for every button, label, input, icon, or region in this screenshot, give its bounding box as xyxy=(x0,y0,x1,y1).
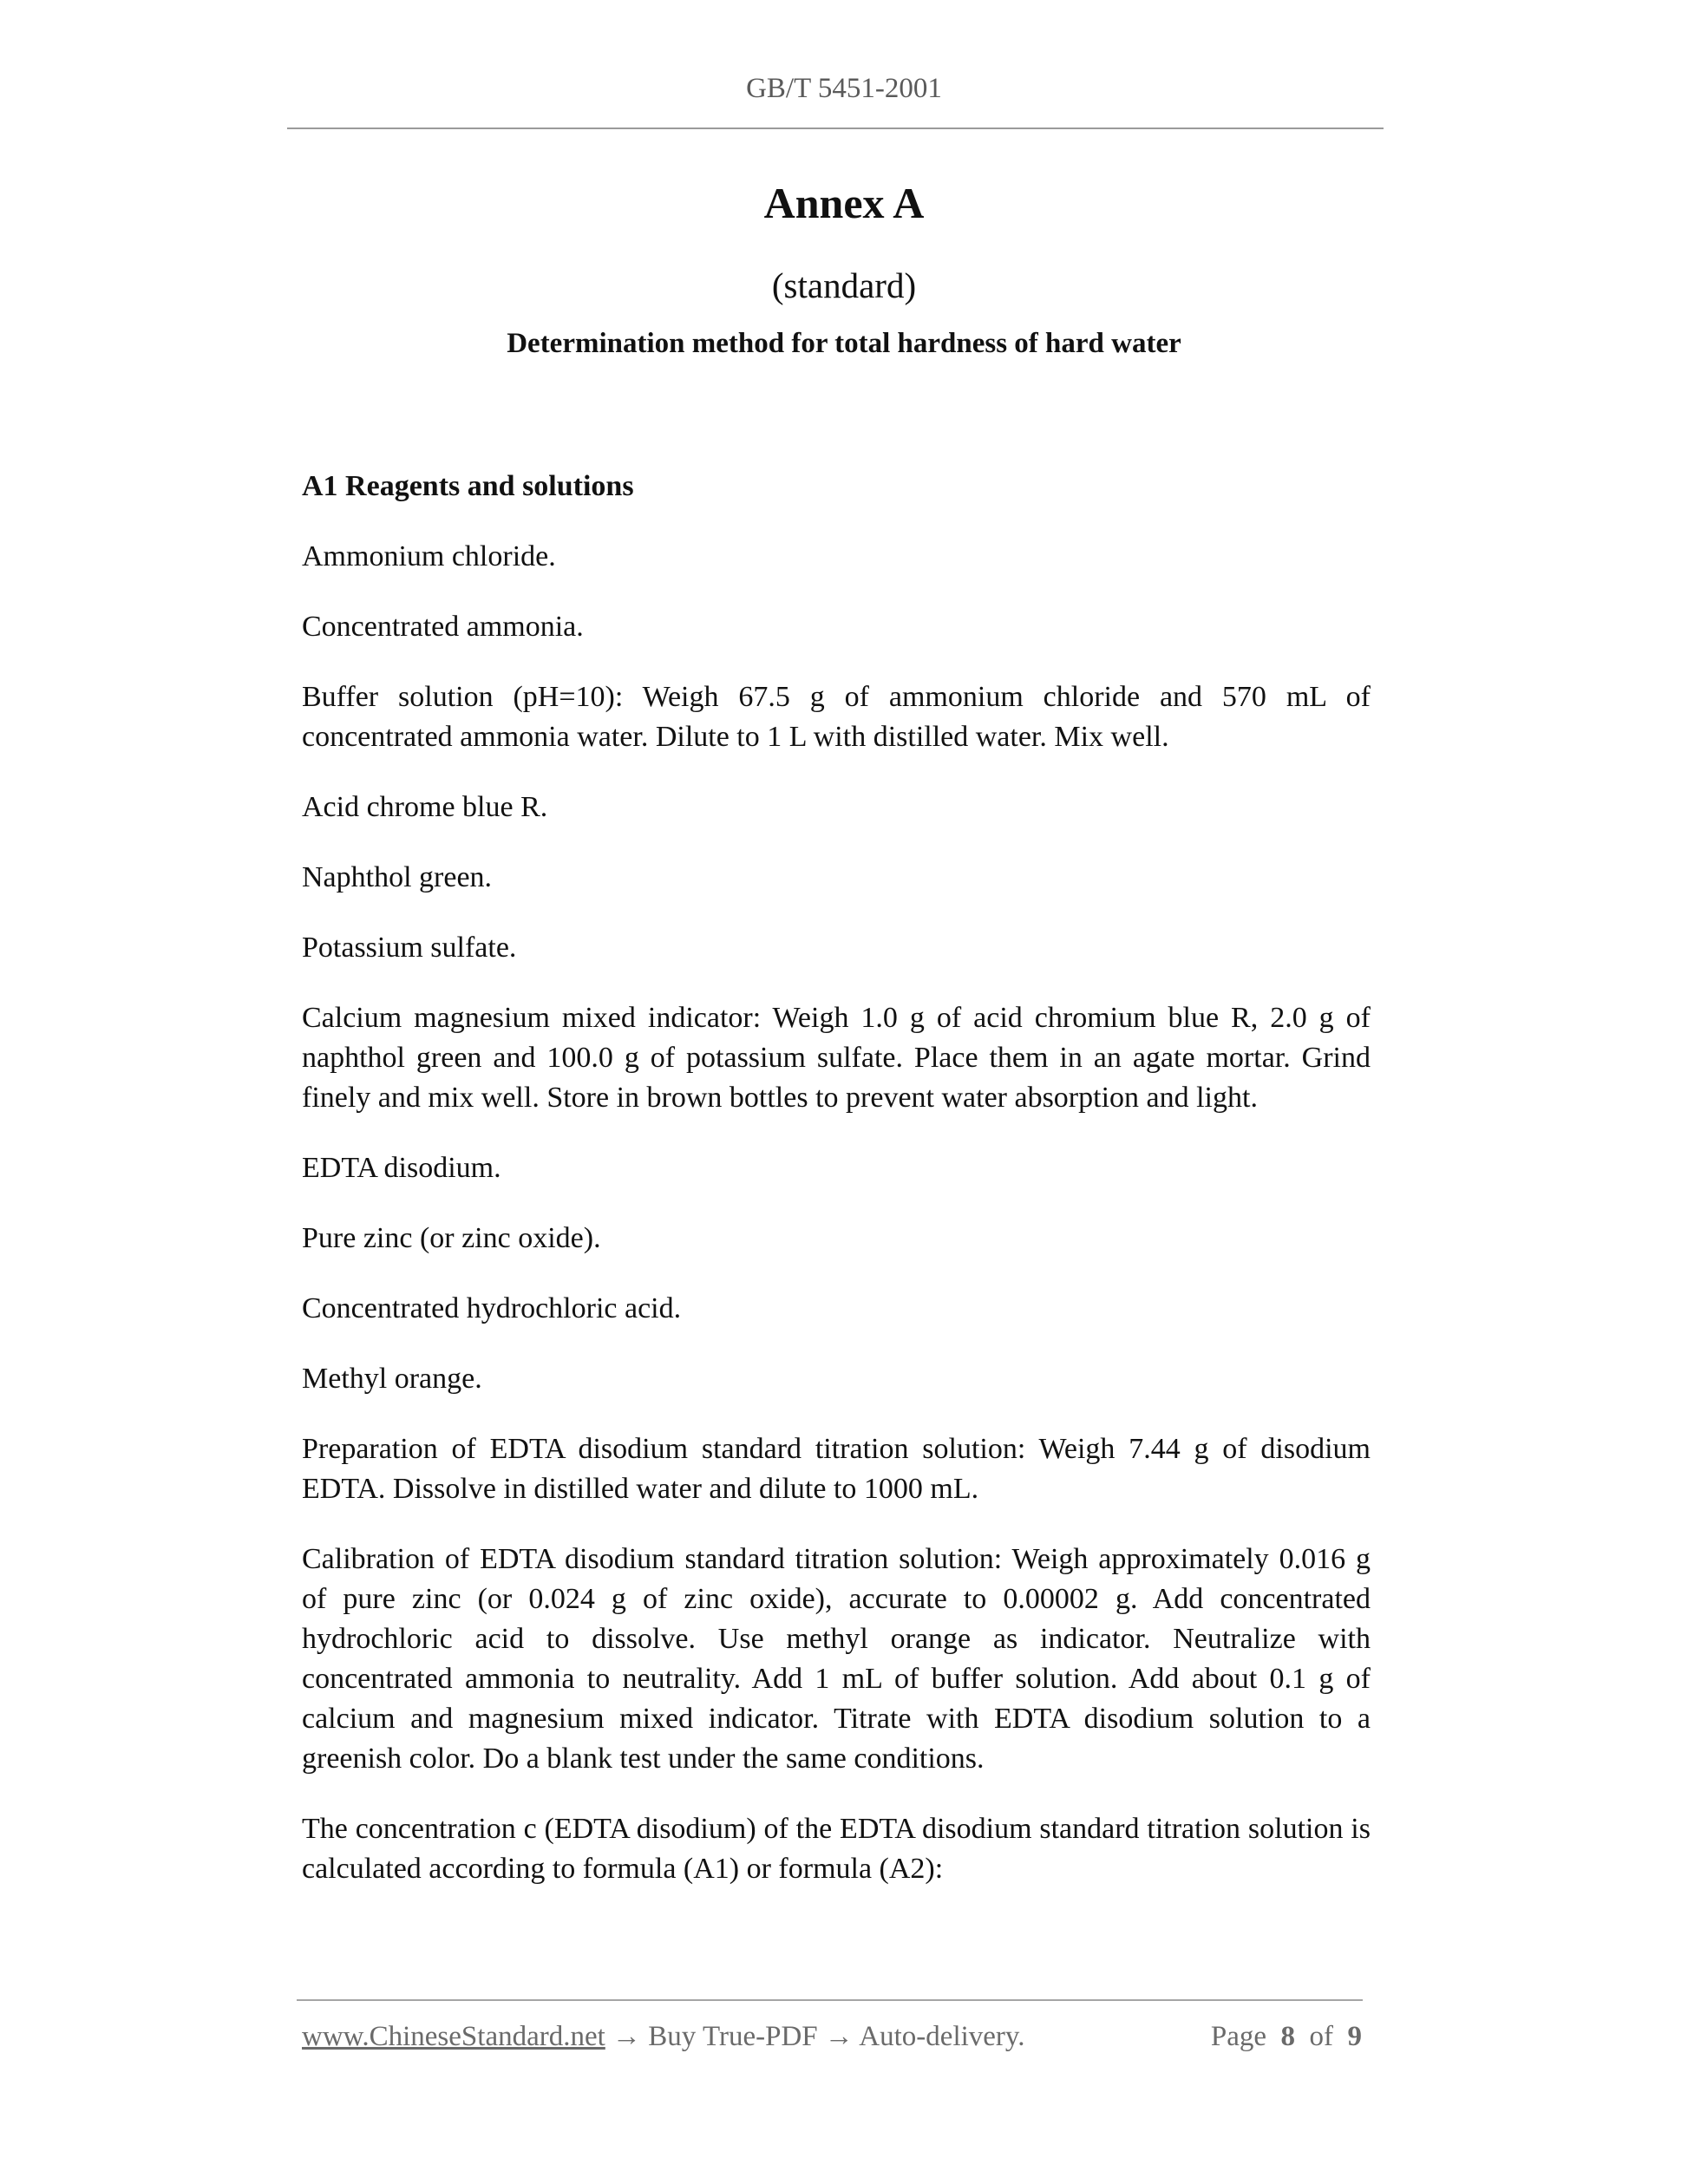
annex-title: Annex A xyxy=(763,179,925,227)
paragraph-mixed-indicator: Calcium magnesium mixed indicator: Weigh 1.0 g of acid chromium blue R, 2.0 g of naphthol green and 100.0 g of potassium sulfate. Place them in an agate mortar. Grind finely and mix well. Store in brown bottles to prevent water absorption and light. xyxy=(302,1002,1371,1114)
page-label: Page xyxy=(1210,2021,1266,2052)
total-pages-number: 9 xyxy=(1347,2021,1362,2052)
paragraph-potassium-sulfate: Potassium sulfate. xyxy=(302,932,517,964)
standard-code-header: GB/T 5451-2001 xyxy=(746,73,942,104)
paragraph-hydrochloric-acid: Concentrated hydrochloric acid. xyxy=(302,1292,682,1324)
paragraph-methyl-orange: Methyl orange. xyxy=(302,1363,482,1395)
paragraph-acid-chrome-blue: Acid chrome blue R. xyxy=(302,791,548,823)
page-of-label: of xyxy=(1309,2021,1333,2052)
annex-subtitle: Determination method for total hardness of hard water xyxy=(507,328,1181,359)
paragraph-concentrated-ammonia: Concentrated ammonia. xyxy=(302,611,584,643)
header-divider xyxy=(287,128,1384,129)
paragraph-buffer-solution: Buffer solution (pH=10): Weigh 67.5 g of ammonium chloride and 570 mL of concentrated ammonia water. Dilute to 1 L with distilled water. Mix well. xyxy=(302,681,1371,753)
paragraph-concentration-formula: The concentration c (EDTA disodium) of the EDTA disodium standard titration solution is calculated according to formula (A1) or formula (A2): xyxy=(302,1813,1371,1885)
paragraph-edta-calibration: Calibration of EDTA disodium standard titration solution: Weigh approximately 0.016 g of pure zinc (or 0.024 g of zinc oxide), accurate to 0.00002 g. Add concentrated hydrochloric acid to dissolve. Use methyl orange as indicator. Neutralize with concentrated ammonia to neutrality. Add 1 mL of buffer solution. Add about 0.1 g of calcium and magnesium mixed indicator. Titrate with EDTA disodium solution to a greenish color. Do a blank test under the same conditions. xyxy=(302,1543,1371,1775)
footer-promo-text: → Buy True-PDF → Auto-delivery. xyxy=(605,2021,1025,2052)
annex-type: (standard) xyxy=(771,265,917,305)
paragraph-pure-zinc: Pure zinc (or zinc oxide). xyxy=(302,1222,601,1254)
page-indicator xyxy=(1211,2021,1362,2053)
paragraph-edta-preparation: Preparation of EDTA disodium standard titration solution: Weigh 7.44 g of disodium EDTA. Dissolve in distilled water and dilute to 1000 mL. xyxy=(302,1433,1371,1505)
paragraph-naphthol-green: Naphthol green. xyxy=(302,861,493,893)
chinesestandard-link[interactable]: www.ChineseStandard.net xyxy=(302,2021,605,2052)
paragraph-edta-disodium: EDTA disodium. xyxy=(302,1152,501,1184)
paragraph-ammonium-chloride: Ammonium chloride. xyxy=(302,540,556,572)
footer-divider xyxy=(297,1999,1363,2001)
document-body xyxy=(302,467,1371,1919)
current-page-number: 8 xyxy=(1280,2021,1295,2052)
footer-promo xyxy=(302,2021,1025,2053)
section-heading: A1 Reagents and solutions xyxy=(302,470,634,502)
